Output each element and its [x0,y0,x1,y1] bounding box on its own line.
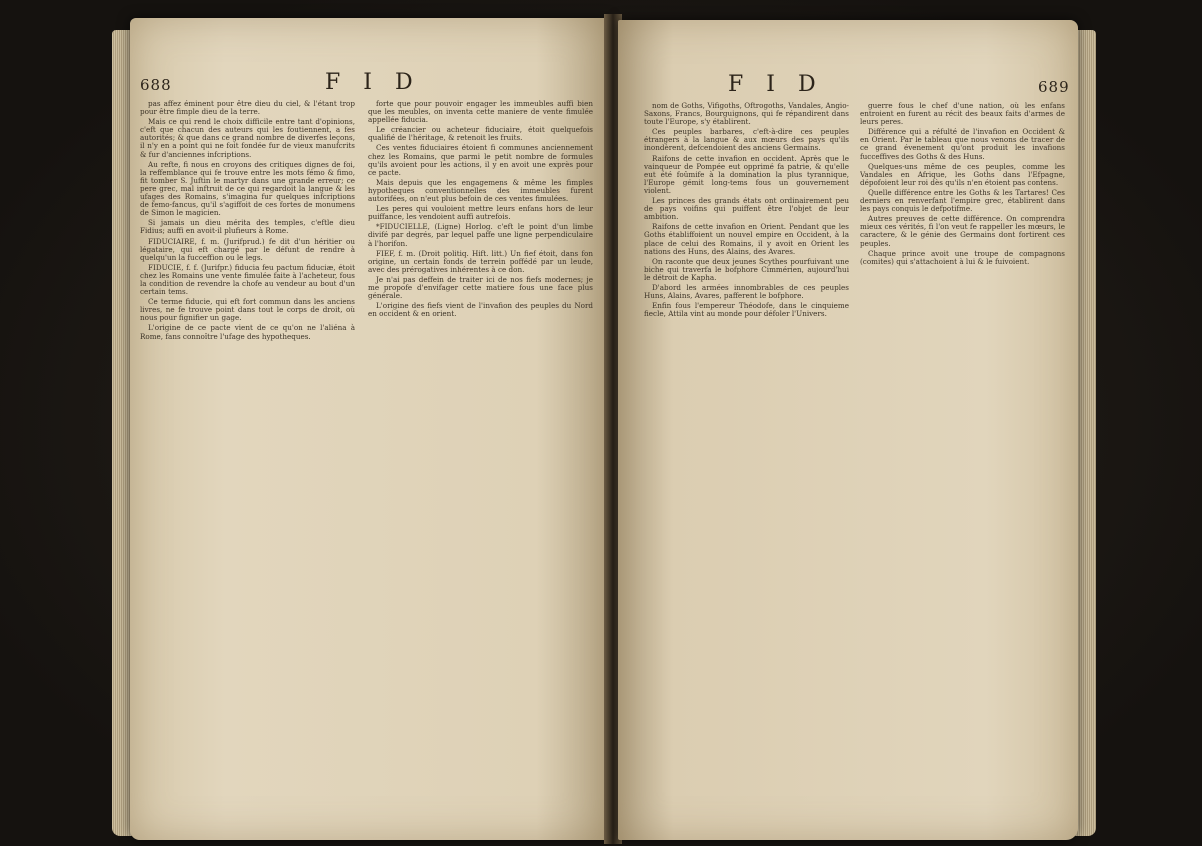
paragraph: Enfin fous l'empereur Théodofe, dans le cinquieme fiecle, Attila vint au monde pour défoler l'Univers. [644,301,849,319]
paragraph: pas affez éminent pour être dieu du ciel, & l'étant trop pour être fimple dieu de la terre. [140,100,355,117]
right-page-number: 689 [1038,78,1070,96]
paragraph: L'origine des fiefs vient de l'invafion des peuples du Nord en occident & en orient. [368,301,593,319]
paragraph: Raifons de cette invafion en occident. Après que le vainqueur de Pompée eut opprimé fa patrie, & qu'elle eut été foûmife à la domination la plus tyrannique, l'Europe gémit long-tems fous un gouvernement violent. [644,153,849,195]
paragraph: Ces ventes fiduciaires étoient fi communes anciennement chez les Romains, que parmi le petit nombre de formules qu'ils avoient pour les actions, il y en avoit une exprès pour ce pacte. [368,143,593,177]
right-column-2 [860,102,1065,832]
left-column-1 [140,100,355,830]
paragraph: Ces peuples barbares, c'eft-à-dire ces peuples étrangers à la langue & aux mœurs des pays qu'ils inondèrent, defcendoient des anciens Germains. [644,127,849,153]
paragraph: Chaque prince avoit une troupe de compagnons (comites) qui s'attachoient à lui & le fuivoient. [860,248,1065,266]
paragraph: Quelques-uns même de ces peuples, comme les Vandales en Afrique, les Goths dans l'Efpagne, dépofoient leur roi dès qu'ils n'en étoient pas contens. [860,161,1065,187]
left-page [130,18,608,840]
paragraph: Ce terme fiducie, qui eft fort commun dans les anciens livres, ne fe trouve point dans tout le corps de droit, où nous pour fignifier un gage. [140,297,355,323]
paragraph: Les peres qui vouloient mettre leurs enfans hors de leur puiffance, les vendoient auffi autrefois. [368,204,593,222]
paragraph: Le créancier ou acheteur fiduciaire, étoit quelquefois qualifié de l'héritage, & retenoit les fruits. [368,125,593,143]
left-page-number: 688 [140,76,172,94]
paragraph: Au refte, fi nous en croyons des critiques dignes de foi, la reffemblance qui fe trouve entre les mots fémo & fimo, fit tomber S. Juftin le martyr dans une grande erreur; ce pere grec, mal inftruit de ce qui regardoit la langue & les ufages des Romains, s'imagina fur quelques infcriptions de femo-fancus, qu'il s'agiffoit de ces fortes de monumens de Simon le magicien. [140,159,355,218]
paragraph: Autres preuves de cette différence. On comprendra mieux ces vérités, fi l'on veut fe rappeller les mœurs, le caractere, & le génie des Germains dont fortirent ces peuples. [860,214,1065,248]
paragraph: Quelle différence entre les Goths & les Tartares! Ces derniers en renverfant l'empire grec, établirent dans les pays conquis le defpotifme. [860,187,1065,214]
paragraph: guerre fous le chef d'une nation, où les enfans entroient en furent au récit des beaux faits d'armes de leurs peres. [860,102,1065,127]
paragraph: Si jamais un dieu mérita des temples, c'eftle dieu Fidius; auffi en avoit-il plufieurs à Rome. [140,218,355,236]
paragraph: nom de Goths, Vifigoths, Oftrogoths, Vandales, Angio-Saxons, Francs, Bourguignons, qui fe répandirent dans toute l'Europe, s'y établirent. [644,102,849,127]
left-running-head: F I D [325,70,421,95]
right-running-head: F I D [728,72,824,97]
paragraph: *FIDUCIELLE, (Ligne) Horlog. c'eft le point d'un limbe divifé par degrés, par lequel paffe une ligne perpendiculaire à l'horifon. [368,222,593,248]
paragraph: On raconte que deux jeunes Scythes pourfuivant une biche qui traverfa le bofphore Cimmérien, aujourd'hui le détroit de Kapha. [644,256,849,282]
paragraph: Les princes des grands états ont ordinairement peu de pays voifins qui puiffent être l'objet de leur ambition. [644,196,849,222]
paragraph: Raifons de cette invafion en Orient. Pendant que les Goths établiffoient un nouvel empire en Occident, à la place de celui des Romains, il y avoit en Orient les nations des Huns, des Alains, des Avares. [644,222,849,256]
paragraph: FIDUCIE, f. f. (Jurifpr.) fiducia feu pactum fiduciæ, étoit chez les Romains une vente fimulée faite à l'acheteur, fous la condition de revendre la chofe au vendeur au bout d'un certain tems. [140,262,355,297]
right-column-1 [644,102,849,832]
paragraph: D'abord les armées innombrables de ces peuples Huns, Alains, Avares, pafferent le bofphore. [644,282,849,301]
paragraph: Mais ce qui rend le choix difficile entre tant d'opinions, c'eft que chacun des auteurs qui les foutiennent, a fes autorités; & que dans ce grand nombre de diverfes leçons, il n'y en a point qui ne foit fondée fur de vieux manufcrits & fur d'anciennes infcriptions. [140,117,355,159]
right-page [618,20,1078,840]
paragraph: Mais depuis que les engagemens & même les fimples hypotheques conventionnelles des immeubles furent autorifées, on n'eut plus befoin de ces ventes fimulées. [368,177,593,204]
paragraph: L'origine de ce pacte vient de ce qu'on ne l'aliéna à Rome, fans connoître l'ufage des hypotheques. [140,323,355,341]
paragraph: FIDUCIAIRE, f. m. (Jurifprud.) fe dit d'un héritier ou légataire, qui eft chargé par le défunt de rendre à quelqu'un la fucceffion ou le legs. [140,236,355,262]
paragraph: forte que pour pouvoir engager les immeubles auffi bien que les meubles, on inventa cette maniere de vente fimulée appellée fiducia. [368,100,593,125]
paragraph: Différence qui a réfulté de l'invafion en Occident & en Orient. Par le tableau que nous venons de tracer de ce grand évenement qu'ont produit les invafions fucceffives des Goths & des Huns. [860,127,1065,161]
left-column-2 [368,100,593,830]
paragraph: Je n'ai pas deffein de traiter ici de nos fiefs modernes; je me propofe d'envifager cette matiere fous une face plus générale. [368,274,593,301]
paragraph: FIEF, f. m. (Droit politiq. Hift. litt.) Un fief étoit, dans fon origine, un certain fonds de terrein poffédé par un leude, avec des prérogatives inhérentes à ce don. [368,248,593,274]
